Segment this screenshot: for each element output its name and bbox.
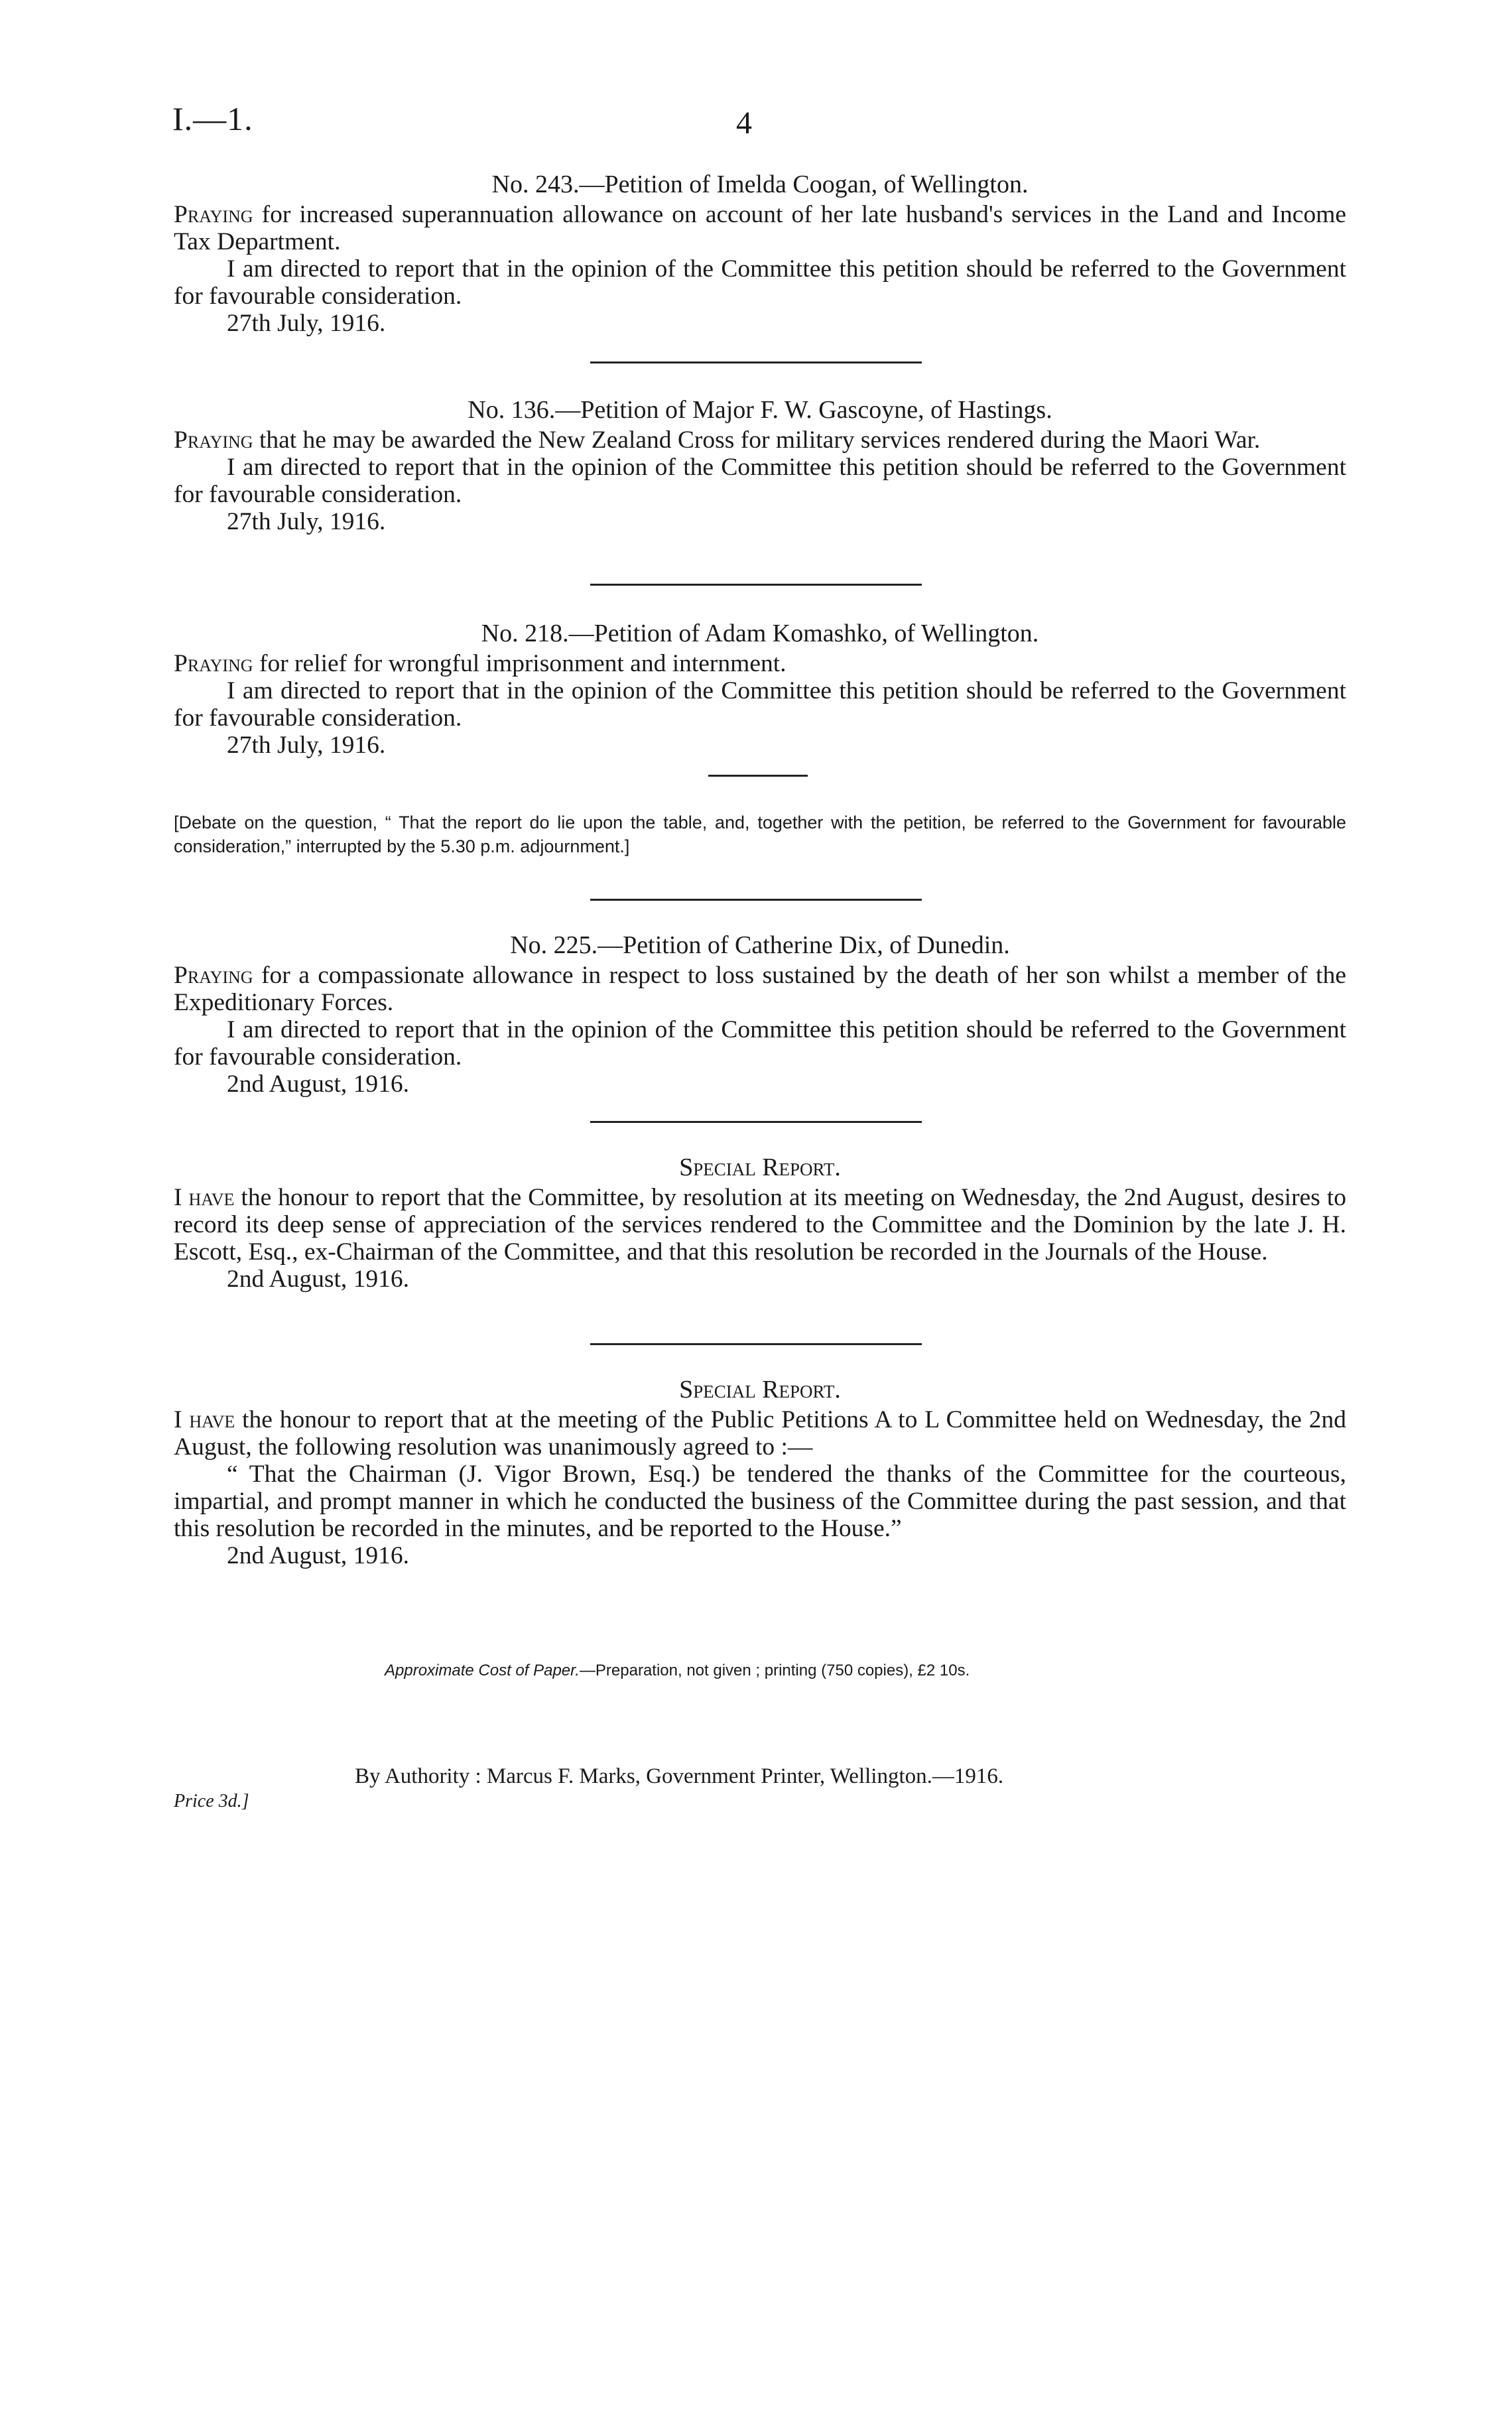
report-date: 27th July, 1916.: [227, 310, 386, 337]
petition-225: [174, 932, 1346, 1098]
praying-text: for a compassionate allowance in respect to loss sustained by the death of her son whilst a member of the Expeditionary Forces.: [174, 962, 1346, 1016]
report-text: I am directed to report that in the opinion of the Committee this petition should be referred to the Government for favourable consideration.: [174, 255, 1346, 310]
debate-note: [Debate on the question, “ That the report do lie upon the table, and, together with the petition, be referred to the Government for favourable consideration,” interrupted by the 5.30 p.m. adjournment.]: [174, 813, 1346, 856]
report-date: 27th July, 1916.: [227, 508, 386, 535]
price: Price 3d.]: [174, 1791, 249, 1811]
report-date: 2nd August, 1916.: [227, 1542, 410, 1569]
petition-title: No. 218.—Petition of Adam Komashko, of Wellington.: [481, 620, 1039, 647]
praying-text: for increased superannuation allowance on account of her late husband's services in the Land and Income Tax Department.: [174, 201, 1347, 255]
divider: [590, 584, 922, 586]
praying-lead: Praying: [174, 201, 253, 228]
petition-136: [174, 397, 1346, 535]
special-report-title: Special Report.: [679, 1153, 841, 1181]
report-date: 27th July, 1916.: [227, 732, 386, 759]
praying-lead: Praying: [174, 650, 253, 677]
divider: [590, 899, 922, 901]
report-text: I am directed to report that in the opinion of the Committee this petition should be referred to the Government for favourable consideration.: [174, 1016, 1346, 1071]
cost-label: Approximate Cost of Paper.: [385, 1662, 580, 1679]
report-lead: I have: [174, 1184, 235, 1211]
special-report-title: Special Report.: [679, 1376, 841, 1404]
page-number: 4: [736, 105, 752, 141]
petition-title: No. 243.—Petition of Imelda Coogan, of Wellington.: [491, 170, 1029, 198]
special-report-1: [174, 1154, 1346, 1293]
petition-243: [174, 171, 1346, 337]
report-text: I am directed to report that in the opinion of the Committee this petition should be referred to the Government for favourable consideration.: [174, 454, 1346, 508]
printer-authority: By Authority : Marcus F. Marks, Government Printer, Wellington.—1916.: [355, 1764, 1004, 1788]
praying-lead: Praying: [174, 962, 253, 989]
divider: [590, 1121, 922, 1123]
divider: [590, 1343, 922, 1345]
report-text: the honour to report that at the meeting of the Public Petitions A to L Committee held on Wednesday, the 2nd August, the following resolution was unanimously agreed to :—: [174, 1406, 1346, 1461]
petition-title: No. 136.—Petition of Major F. W. Gascoyne, of Hastings.: [468, 396, 1052, 424]
resolution-quote: “ That the Chairman (J. Vigor Brown, Esq.) be tendered the thanks of the Committee for the courteous, impartial, and prompt manner in which he conducted the business of the Committee during the past session, and that this resolution be recorded in the minutes, and be reported to the House.”: [174, 1461, 1346, 1542]
report-date: 2nd August, 1916.: [227, 1266, 410, 1293]
praying-text: for relief for wrongful imprisonment and internment.: [259, 650, 787, 677]
divider: [590, 361, 922, 363]
page-identifier: I.—1.: [172, 100, 253, 137]
short-divider: [708, 775, 808, 777]
report-text: the honour to report that the Committee, by resolution at its meeting on Wednesday, the 2nd August, desires to record its deep sense of appreciation of the services rendered to the Committee and the Dominion by the late J. H. Escott, Esq., ex-Chairman of the Committee, and that this resolution be recorded in the Journals of the House.: [174, 1184, 1347, 1266]
petition-title: No. 225.—Petition of Catherine Dix, of Dunedin.: [510, 931, 1010, 959]
praying-lead: Praying: [174, 426, 253, 454]
praying-text: that he may be awarded the New Zealand Cross for military services rendered during the Maori War.: [259, 426, 1261, 454]
report-date: 2nd August, 1916.: [227, 1071, 410, 1098]
cost-text: —Preparation, not given ; printing (750 copies), £2 10s.: [579, 1662, 970, 1679]
report-text: I am directed to report that in the opinion of the Committee this petition should be referred to the Government for favourable consideration.: [174, 677, 1346, 732]
petition-218: [174, 620, 1346, 759]
special-report-2: [174, 1376, 1346, 1569]
report-lead: I have: [174, 1406, 235, 1433]
cost-of-paper: [385, 1662, 970, 1680]
